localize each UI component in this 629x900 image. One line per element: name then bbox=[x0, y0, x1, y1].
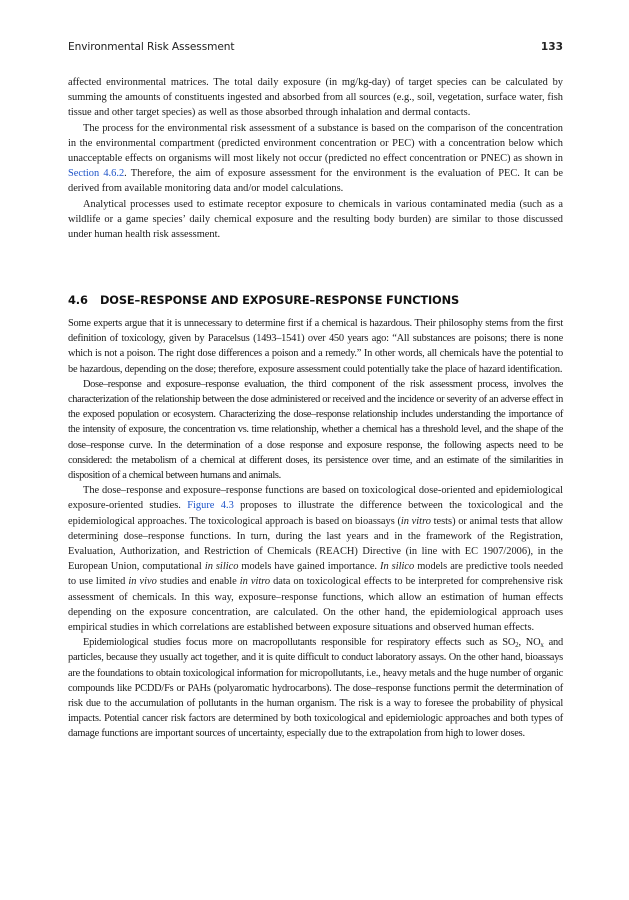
text-run: The process for the environmental risk assessment of a substance is based on the comparison of the concentration in the environmental compartment (predicted environment concentration or PEC) with a concentration below which unacceptable effects on organisms will most likely not occur (predicted no effect concentration or PNEC) as shown in bbox=[68, 122, 563, 165]
text-run: tests) or animal tests that allow determining dose–response functions. In turn, during the last years and in the framework of the Registration, Evaluation, Authorization, and Restriction of Chemicals (REACH) Directive (in line with EC 1907/2006), in the European Union, computational bbox=[68, 515, 563, 573]
paragraph bbox=[68, 483, 563, 635]
text-run: studies and enable bbox=[156, 576, 240, 588]
paragraph: Dose–response and exposure–response evaluation, the third component of the risk assessment process, involves the characterization of the relationship between the dose administered or received and the incidence or severity of an adverse effect in the exposed population or ecosystem. Characterizing the dose–response relationship includes understanding the importance of the intensity of exposure, the concentration vs. time relationship, whether a chemical has a threshold level, and the shape of the dose–response curve. In the determination of a dose response and exposure response, the following aspects need to be considered: the metabolism of a chemical at different doses, its persistence over time, and an estimate of the similarities in disposition of a chemical between humans and animals. bbox=[68, 378, 563, 482]
text-run: models have gained importance. bbox=[238, 561, 381, 573]
paragraph: Some experts argue that it is unnecessary to determine first if a chemical is hazardous. Their philosophy stems from the first definition of toxicology, given by Paracelsus (1493–1541) over 450 years ago: “All substances are poisons; there is none which is not a poison. The right dose differences a poison and a remedy.” In other words, all chemicals have the potential to be hazardous, depending on the dose; therefore, exposure assessment could potentially take the place of hazard identification. bbox=[68, 318, 563, 375]
section-title: DOSE–RESPONSE AND EXPOSURE–RESPONSE FUNCTIONS bbox=[100, 293, 460, 307]
text-run: models are predictive tools needed to use limited bbox=[68, 561, 564, 588]
italic-term: in vitro bbox=[400, 515, 431, 527]
page-number: 133 bbox=[540, 41, 563, 53]
text-run: data on toxicological effects to be interpreted for comprehensive risk assessment of chemicals. In this way, exposure–response functions, which allow an estimation of human effects depending on the exposure concentration, are calculated. On the other hand, the epidemiological approach uses empirical studies in which correlations are established between exposure situations and observed human effects. bbox=[68, 576, 563, 634]
intro-text-block bbox=[68, 75, 563, 242]
text-run: proposes to illustrate the difference between the toxicological and the epidemiological approaches. The toxicological approach is based on bioassays ( bbox=[68, 500, 563, 527]
paragraph bbox=[68, 121, 563, 197]
text-run: , NO bbox=[518, 637, 541, 649]
paragraph: Analytical processes used to estimate receptor exposure to chemicals in various contaminated media (such as a wildlife or a game species’ daily chemical exposure and the resulting body burden) are similar to those discussed under human health risk assessment. bbox=[68, 198, 563, 241]
text-run: . Therefore, the aim of exposure assessment for the environment is the evaluation of PEC. It can be derived from available monitoring data and/or model calculations. bbox=[68, 168, 563, 195]
text-run: The dose–response and exposure–response functions are based on toxicological dose-oriented and epidemiological exposure-oriented studies. bbox=[68, 485, 563, 512]
section-text-block bbox=[68, 316, 563, 742]
paragraph bbox=[68, 635, 563, 741]
italic-term: in vitro bbox=[239, 576, 271, 588]
paragraph: affected environmental matrices. The total daily exposure (in mg/kg-day) of target species can be calculated by summing the amounts of constituents ingested and absorbed from all sources (e.g., soil, vegetation, surface water, fish tissue and other target species) as well as those absorbed through inhalation and dermal contacts. bbox=[68, 77, 563, 119]
italic-term: In silico bbox=[380, 561, 415, 573]
running-title: Environmental Risk Assessment bbox=[68, 41, 235, 53]
figure-link[interactable]: Figure 4.3 bbox=[187, 500, 234, 512]
italic-term: in vivo bbox=[128, 576, 157, 588]
section-link[interactable]: Section 4.6.2 bbox=[68, 168, 125, 180]
running-header bbox=[68, 41, 563, 57]
text-run: and particles, because they usually act together, and it is quite difficult to conduct laboratory assays. On the other hand, bioassays are the foundations to obtain toxicological information for micropollutants, i.e., heavy metals and the huge number of organic compounds like PCDD/Fs or PAHs (polyaromatic hydrocarbons). The dose–response functions permit the determination of risk due to the accumulation of pollutants in the human organism. The risk is a way to foresee the probability of physical impacts. Potential cancer risk factors are determined by both toxicological and epidemiologic approaches and both types of damage functions are important sources of uncertainty, especially due to the extrapolation from high to lower doses. bbox=[68, 637, 563, 740]
subscript: x bbox=[540, 641, 544, 650]
section-heading bbox=[68, 293, 563, 307]
section-number: 4.6 bbox=[68, 293, 88, 307]
subscript: 2 bbox=[515, 641, 519, 650]
italic-term: in silico bbox=[204, 561, 239, 573]
text-run: Epidemiological studies focus more on macropollutants responsible for respiratory effects such as SO bbox=[83, 637, 516, 649]
